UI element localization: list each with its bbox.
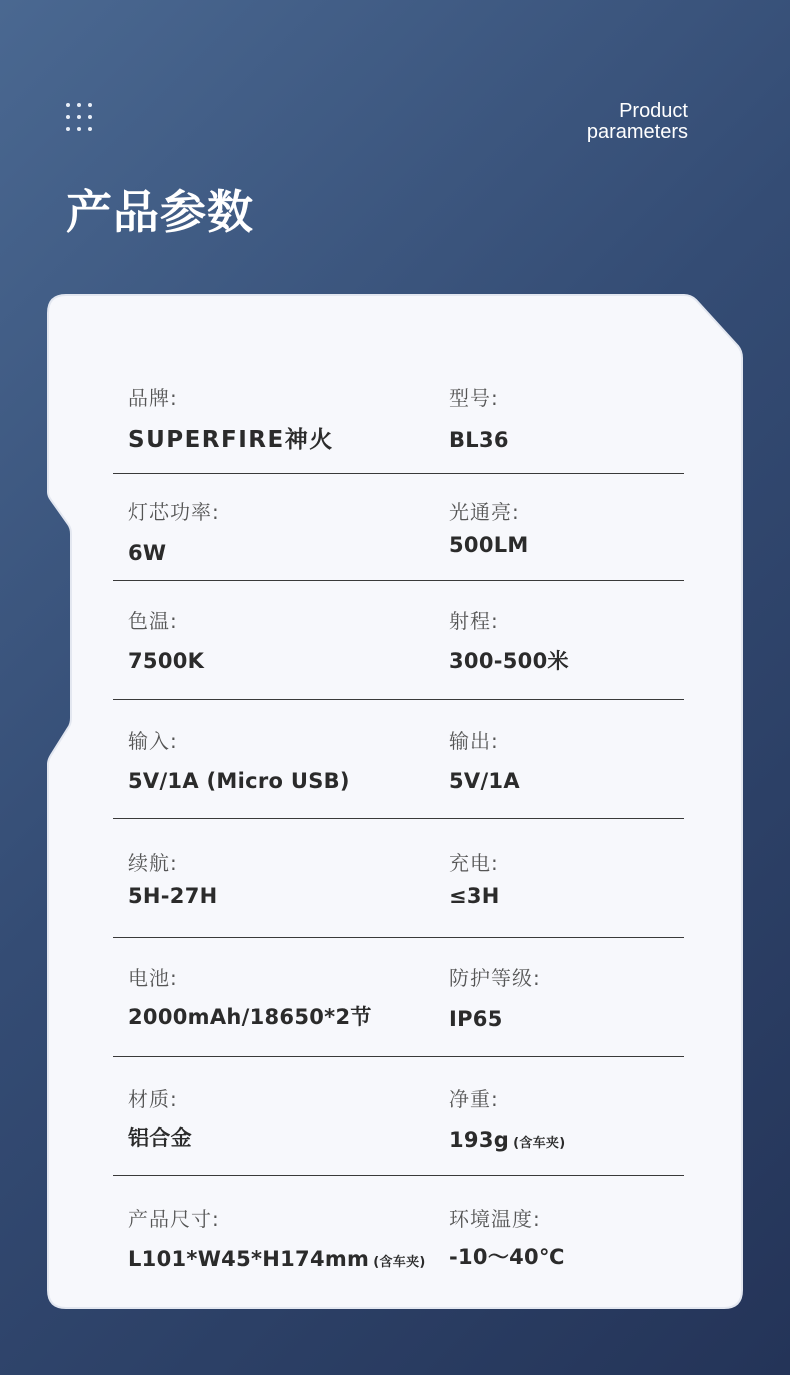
- param-value-main: L101*W45*H174mm: [128, 1247, 370, 1271]
- param-row: [113, 1057, 684, 1176]
- param-cell: [128, 1087, 192, 1151]
- param-cell: [128, 1207, 426, 1276]
- grid-dots-icon[interactable]: [66, 103, 96, 133]
- param-cell: [128, 609, 204, 674]
- param-cell: [449, 851, 500, 909]
- param-value: 300-500米: [449, 649, 569, 673]
- param-value: 5V/1A: [449, 769, 520, 793]
- param-cell: [449, 609, 569, 674]
- english-title: [587, 101, 688, 143]
- param-value: -10～40℃: [449, 1245, 565, 1269]
- param-cell: [128, 966, 372, 1030]
- param-row: [113, 581, 684, 700]
- param-label: 材质:: [128, 1087, 178, 1111]
- param-value: IP65: [449, 1007, 503, 1031]
- param-value: 2000mAh/18650*2节: [128, 1005, 372, 1029]
- param-value: 6W: [128, 541, 167, 565]
- param-cell: [449, 1207, 565, 1270]
- param-value-note: (含车夹): [513, 1136, 566, 1151]
- param-value: 7500K: [128, 649, 205, 673]
- page-title: 产品参数: [66, 185, 254, 239]
- english-title-line-1: Product: [619, 100, 688, 122]
- param-label: 光通亮:: [449, 500, 520, 524]
- param-cell: [128, 729, 350, 794]
- param-cell: [449, 966, 541, 1032]
- param-label: 型号:: [449, 386, 499, 410]
- param-value-main: 193g: [449, 1128, 510, 1152]
- param-label: 环境温度:: [449, 1207, 541, 1231]
- param-cell: [449, 500, 529, 558]
- param-value: 铝合金: [128, 1126, 192, 1150]
- param-label: 电池:: [128, 966, 178, 990]
- param-cell: [449, 1087, 565, 1157]
- param-label: 灯芯功率:: [128, 500, 220, 524]
- param-value-note: (含车夹): [373, 1255, 426, 1270]
- param-value: 5H-27H: [128, 884, 218, 908]
- params-table: [113, 364, 684, 1296]
- param-value: ≤3H: [449, 884, 500, 908]
- param-label: 续航:: [128, 851, 178, 875]
- param-value: 5V/1A (Micro USB): [128, 769, 350, 793]
- param-label: 净重:: [449, 1087, 499, 1111]
- param-cell: [449, 729, 520, 794]
- param-row: [113, 938, 684, 1057]
- param-value: 500LM: [449, 533, 529, 557]
- param-value: [128, 1246, 426, 1276]
- param-value: BL36: [449, 428, 509, 452]
- param-row: [113, 364, 684, 474]
- param-label: 射程:: [449, 609, 499, 633]
- param-row: [113, 819, 684, 938]
- param-row: [113, 700, 684, 819]
- english-title-line-2: parameters: [586, 121, 688, 143]
- param-label: 品牌:: [128, 386, 178, 410]
- param-label: 输出:: [449, 729, 499, 753]
- param-row: [113, 1176, 684, 1296]
- param-cell: [128, 500, 220, 566]
- param-cell: [128, 851, 218, 909]
- param-cell: [449, 386, 509, 453]
- param-row: [113, 474, 684, 581]
- param-value: SUPERFIRE神火: [128, 427, 334, 453]
- param-label: 防护等级:: [449, 966, 541, 990]
- param-label: 色温:: [128, 609, 178, 633]
- param-label: 充电:: [449, 851, 499, 875]
- param-label: 产品尺寸:: [128, 1207, 220, 1231]
- param-cell: [128, 386, 334, 453]
- param-value: [449, 1127, 565, 1157]
- param-label: 输入:: [128, 729, 178, 753]
